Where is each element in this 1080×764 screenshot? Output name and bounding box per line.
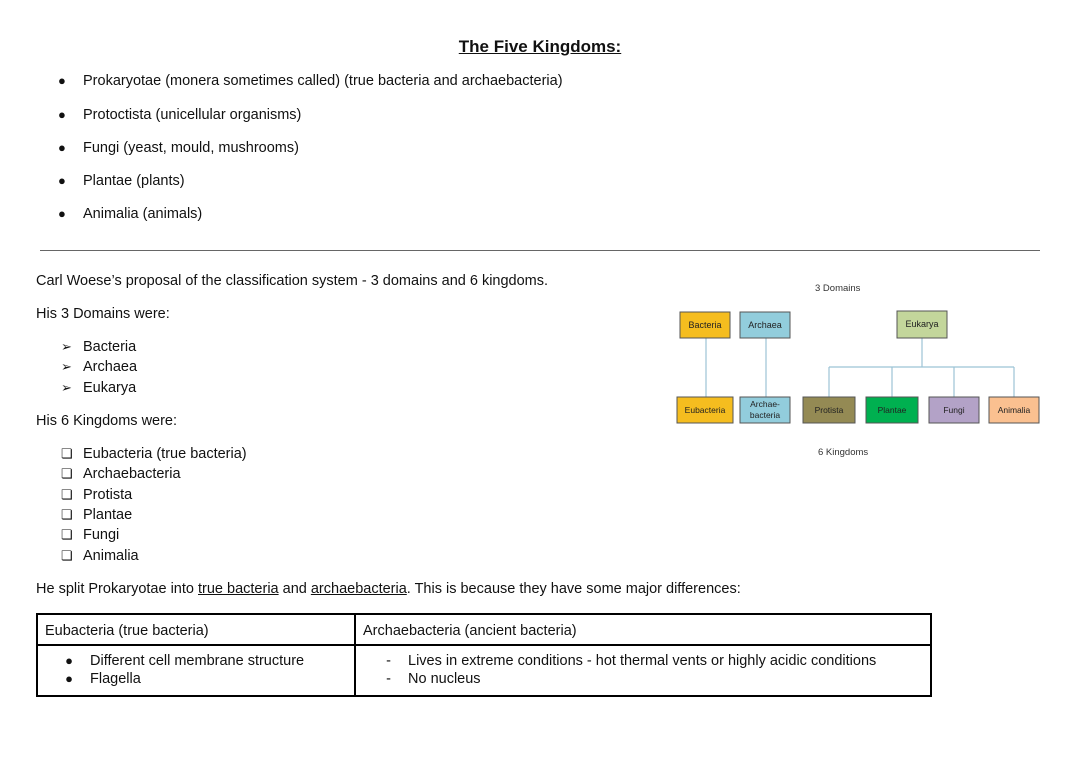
checkbox-bullet-icon: ❏ (61, 507, 73, 522)
kingdom-box-fungi (929, 397, 979, 423)
page-title: The Five Kingdoms: (458, 37, 622, 56)
kingdom-box-protista (803, 397, 855, 423)
classification-diagram (676, 280, 1044, 460)
domains-heading: His 3 Domains were: (36, 306, 170, 322)
list-item (38, 653, 354, 671)
list-item (58, 206, 658, 222)
domain-text: Bacteria (83, 339, 137, 355)
point-text: No nucleus (408, 671, 481, 687)
dash-icon: - (386, 671, 391, 687)
list-item (58, 140, 658, 156)
list-item (356, 671, 930, 689)
domain-box-eukarya (897, 311, 947, 338)
split-text-end: . This is because they have some major differences: (406, 581, 741, 597)
domains-label: 3 Domains (815, 283, 861, 294)
kingdom-item (61, 446, 247, 462)
table-row (37, 645, 931, 696)
table-header-row (37, 614, 931, 645)
checkbox-bullet-icon: ❏ (61, 446, 73, 461)
domain-box-label: Bacteria (688, 320, 722, 330)
domain-box-label: Eukarya (905, 319, 939, 329)
split-text-mid: and (278, 581, 311, 597)
kingdoms-label: 6 Kingdoms (818, 447, 869, 458)
domain-item (61, 339, 136, 355)
kingdom-box-eubacteria (677, 397, 733, 423)
bullet-icon: ● (65, 653, 73, 668)
kingdom-box-label: Archae- (750, 399, 780, 409)
domain-item (61, 380, 136, 396)
archaebacteria-points (356, 646, 930, 695)
kingdom-text: Eubacteria (true bacteria) (83, 446, 247, 462)
kingdom-text: Prokaryotae (monera sometimes called) (true bacteria and archaebacteria) (83, 73, 563, 89)
checkbox-bullet-icon: ❏ (61, 487, 73, 502)
kingdom-text: Archaebacteria (83, 466, 181, 482)
kingdom-text: Animalia (83, 548, 139, 564)
archaebacteria-term: archaebacteria (310, 581, 407, 597)
domain-text: Eukarya (83, 380, 137, 396)
table-cell (355, 645, 931, 696)
domain-box-bacteria (680, 312, 730, 338)
kingdom-text: Plantae (83, 507, 133, 523)
kingdoms-heading: His 6 Kingdoms were: (36, 413, 178, 429)
true-bacteria-term: true bacteria (198, 581, 279, 597)
kingdom-text: Animalia (animals) (83, 206, 203, 222)
checkbox-bullet-icon: ❏ (61, 466, 73, 481)
arrow-bullet-icon: ➢ (61, 339, 72, 354)
table-header-cell: Archaebacteria (ancient bacteria) (355, 614, 931, 645)
point-text: Different cell membrane structure (90, 653, 305, 669)
kingdom-text: Protista (83, 487, 133, 503)
woese-intro: Carl Woese’s proposal of the classification system - 3 domains and 6 kingdoms. (36, 273, 549, 289)
bullet-icon: ● (58, 206, 66, 221)
kingdom-item (61, 548, 139, 564)
split-sentence (36, 581, 741, 597)
kingdom-item (61, 487, 132, 503)
comparison-table (36, 613, 932, 697)
point-text: Flagella (90, 671, 141, 687)
kingdom-text: Protoctista (unicellular organisms) (83, 107, 302, 123)
kingdom-box-label: Fungi (943, 405, 965, 415)
kingdom-text: Plantae (plants) (83, 173, 185, 189)
arrow-bullet-icon: ➢ (61, 359, 72, 374)
point-text: Lives in extreme conditions - hot thermal vents or highly acidic conditions (408, 653, 877, 669)
kingdom-text: Fungi (yeast, mould, mushrooms) (83, 140, 299, 156)
kingdom-box-label: Protista (814, 405, 844, 415)
kingdom-box-plantae (866, 397, 918, 423)
kingdom-box-label: Eubacteria (684, 405, 726, 415)
domain-text: Archaea (83, 359, 138, 375)
checkbox-bullet-icon: ❏ (61, 548, 73, 563)
bullet-icon: ● (58, 73, 66, 88)
horizontal-divider (40, 250, 1040, 251)
table-cell (37, 645, 355, 696)
bullet-icon: ● (58, 140, 66, 155)
list-item (356, 653, 930, 671)
domain-box-archaea (740, 312, 790, 338)
table-header-cell: Eubacteria (true bacteria) (37, 614, 355, 645)
kingdom-box-archaebacteria (740, 397, 790, 423)
dash-icon: - (386, 653, 391, 669)
domain-item (61, 359, 137, 375)
kingdom-item (61, 466, 181, 482)
kingdom-box-label: Plantae (877, 405, 907, 415)
kingdom-item (61, 507, 132, 523)
eubacteria-points (38, 646, 354, 695)
bullet-icon: ● (65, 671, 73, 686)
arrow-bullet-icon: ➢ (61, 380, 72, 395)
list-item (38, 671, 354, 689)
bullet-icon: ● (58, 173, 66, 188)
kingdom-box-label: bacteria (749, 410, 781, 420)
list-item (58, 107, 658, 123)
domain-box-label: Archaea (748, 320, 782, 330)
list-item (58, 73, 658, 89)
tree-connectors (706, 338, 1014, 397)
checkbox-bullet-icon: ❏ (61, 527, 73, 542)
kingdom-text: Fungi (83, 527, 120, 543)
kingdom-box-animalia (989, 397, 1039, 423)
list-item (58, 173, 658, 189)
split-text-start: He split Prokaryotae into (36, 581, 198, 597)
kingdom-box-label: Animalia (997, 405, 1031, 415)
kingdom-item (61, 527, 119, 543)
bullet-icon: ● (58, 107, 66, 122)
